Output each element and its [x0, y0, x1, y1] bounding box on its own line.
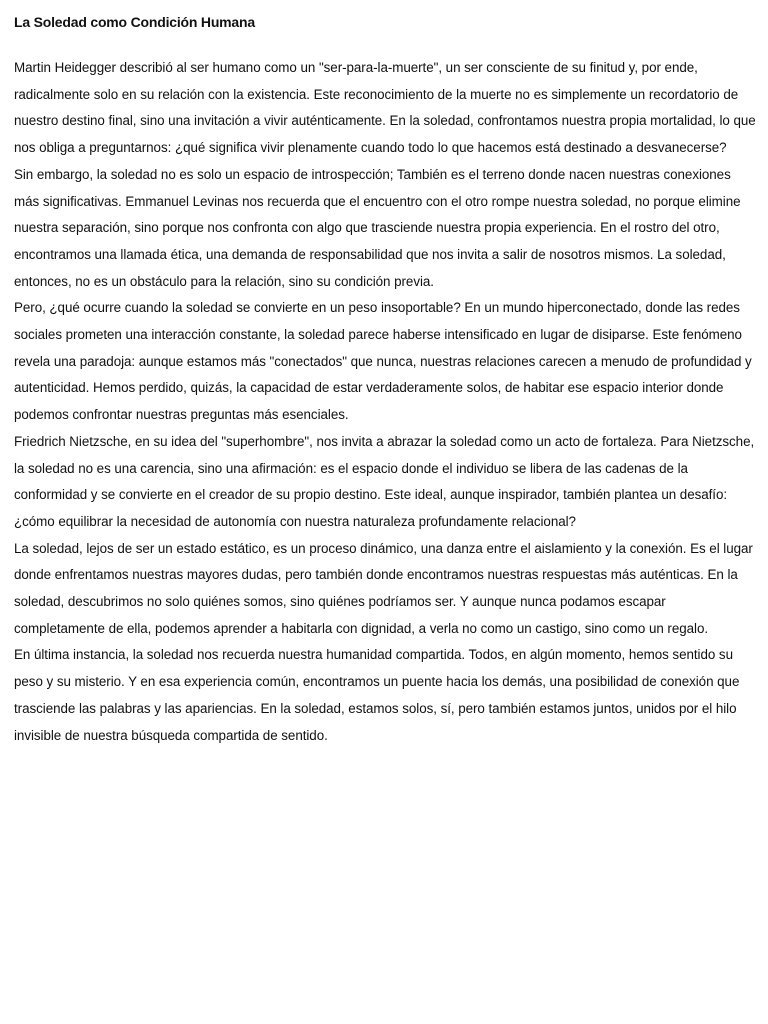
paragraph-levinas: Sin embargo, la soledad no es solo un espacio de introspección; También es el terreno donde nacen nuestras conexiones más significativas. Emmanuel Levinas nos recuerda que el encuentro con el otro rompe nuestra soledad, no porque elimine nuestra separación, sino porque nos confronta con algo que trasciende nuestra propia experiencia. En el rostro del otro, encontramos una llamada ética, una demanda de responsabilidad que nos invita a salir de nosotros mismos. La soledad, entonces, no es un obstáculo para la relación, sino su condición previa.: [14, 166, 741, 289]
paragraph-hyperconnected: Pero, ¿qué ocurre cuando la soledad se convierte en un peso insoportable? En un mundo hiperconectado, donde las redes sociales prometen una interacción constante, la soledad parece haberse intensificado en lugar de disiparse. Este fenómeno revela una paradoja: aunque estamos más "conectados" que nunca, nuestras relaciones carecen a menudo de profundidad y autenticidad. Hemos perdido, quizás, la capacidad de estar verdaderamente solos, de habitar ese espacio interior donde podemos confrontar nuestras preguntas más esenciales.: [14, 300, 752, 423]
document-page: [14, 12, 756, 749]
paragraph-dynamic-process: La soledad, lejos de ser un estado estático, es un proceso dinámico, una danza entre el aislamiento y la conexión. Es el lugar donde enfrentamos nuestras mayores dudas, pero también donde encontramos nuestras respuestas más auténticas. En la soledad, descubrimos no solo quiénes somos, sino quiénes podríamos ser. Y aunque nunca podamos escapar completamente de ella, podemos aprender a habitarla con dignidad, a verla no como un castigo, sino como un regalo.: [14, 540, 753, 636]
paragraph-conclusion: En última instancia, la soledad nos recuerda nuestra humanidad compartida. Todos, en algún momento, hemos sentido su peso y su misterio. Y en esa experiencia común, encontramos un puente hacia los demás, una posibilidad de conexión que trasciende las palabras y las apariencias. En la soledad, estamos solos, sí, pero también estamos juntos, unidos por el hilo invisible de nuestra búsqueda compartida de sentido.: [14, 647, 740, 743]
paragraph-nietzsche: Friedrich Nietzsche, en su idea del "superhombre", nos invita a abrazar la soledad como un acto de fortaleza. Para Nietzsche, la soledad no es una carencia, sino una afirmación: es el espacio donde el individuo se libera de las cadenas de la conformidad y se convierte en el creador de su propio destino. Este ideal, aunque inspirador, también plantea un desafío: ¿cómo equilibrar la necesidad de autonomía con nuestra naturaleza profundamente relacional?: [14, 433, 755, 529]
document-title: La Soledad como Condición Humana: [14, 14, 255, 30]
document-body: [14, 55, 756, 749]
paragraph-heidegger: Martin Heidegger describió al ser humano como un "ser-para-la-muerte", un ser consciente de su finitud y, por ende, radicalmente solo en su relación con la existencia. Este reconocimiento de la muerte no es simplemente un recordatorio de nuestro destino final, sino una invitación a vivir auténticamente. En la soledad, confrontamos nuestra propia mortalidad, lo que nos obliga a preguntarnos: ¿qué significa vivir plenamente cuando todo lo que hacemos está destinado a desvanecerse?: [14, 60, 756, 156]
